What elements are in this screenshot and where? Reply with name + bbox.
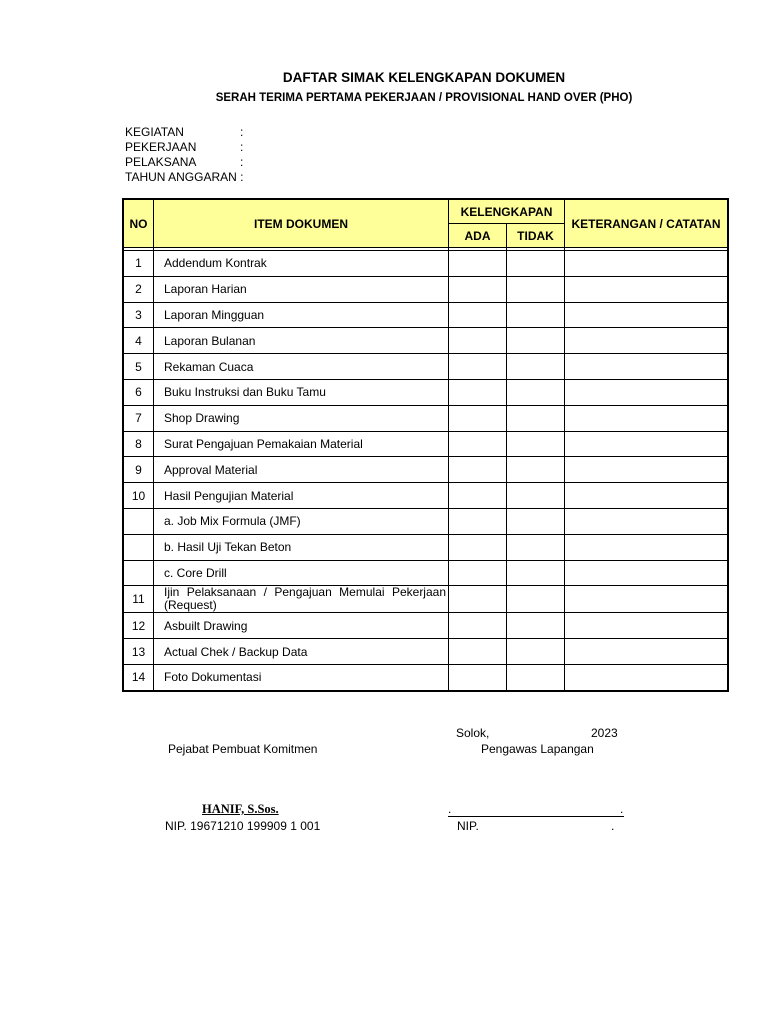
table-row [124,354,728,380]
row-tidak-cell [507,613,565,639]
header-tidak: TIDAK [507,224,565,248]
table-row [124,457,728,483]
row-ada-cell [449,508,507,534]
table-row [124,613,728,639]
meta-label: TAHUN ANGGARAN [125,170,237,184]
row-item: Laporan Bulanan [154,328,449,354]
left-signatory-nip: NIP. 19671210 199909 1 001 [165,819,321,833]
row-item: Laporan Mingguan [154,302,449,328]
row-item: Hasil Pengujian Material [154,483,449,509]
meta-sep: : [240,170,244,184]
row-no: 3 [124,302,154,328]
row-tidak-cell [507,639,565,665]
table-row [124,508,728,534]
table-row [124,251,728,277]
row-keterangan-cell [565,354,728,380]
row-keterangan-cell [565,379,728,405]
table-row [124,483,728,509]
row-tidak-cell [507,302,565,328]
row-item: Shop Drawing [154,405,449,431]
right-signature-line [448,816,624,817]
row-item: Addendum Kontrak [154,251,449,277]
row-keterangan-cell [565,251,728,277]
row-keterangan-cell [565,328,728,354]
row-item: Rekaman Cuaca [154,354,449,380]
row-keterangan-cell [565,664,728,690]
row-no: 6 [124,379,154,405]
row-ada-cell [449,251,507,277]
meta-sep: : [240,140,244,154]
table-row [124,405,728,431]
document-subtitle: SERAH TERIMA PERTAMA PEKERJAAN / PROVISIONAL HAND OVER (PHO) [215,92,633,104]
row-no: 4 [124,328,154,354]
row-keterangan-cell [565,302,728,328]
row-no: 7 [124,405,154,431]
row-tidak-cell [507,586,565,613]
meta-pelaksana [125,155,243,170]
row-no: 10 [124,483,154,509]
row-item: Laporan Harian [154,276,449,302]
row-tidak-cell [507,328,565,354]
row-tidak-cell [507,379,565,405]
row-tidak-cell [507,276,565,302]
row-tidak-cell [507,431,565,457]
header-no: NO [124,200,154,248]
row-no [124,560,154,586]
row-no [124,534,154,560]
row-item: Surat Pengajuan Pemakaian Material [154,431,449,457]
row-item: a. Job Mix Formula (JMF) [154,508,449,534]
row-keterangan-cell [565,639,728,665]
left-signatory-name: HANIF, S.Sos. [202,802,279,816]
row-keterangan-cell [565,405,728,431]
row-ada-cell [449,483,507,509]
document-title: DAFTAR SIMAK KELENGKAPAN DOKUMEN [282,70,566,85]
row-ada-cell [449,276,507,302]
row-no: 13 [124,639,154,665]
table-row [124,586,728,613]
row-tidak-cell [507,251,565,277]
row-ada-cell [449,639,507,665]
row-keterangan-cell [565,276,728,302]
row-ada-cell [449,379,507,405]
row-keterangan-cell [565,586,728,613]
row-item: Buku Instruksi dan Buku Tamu [154,379,449,405]
row-no: 14 [124,664,154,690]
row-no: 2 [124,276,154,302]
table-row [124,639,728,665]
row-item: Asbuilt Drawing [154,613,449,639]
header-kelengkapan: KELENGKAPAN [449,200,565,224]
right-nip-dot: . [611,819,615,833]
row-no: 8 [124,431,154,457]
checklist-table [123,199,728,691]
right-name-dot-left: . [448,802,452,816]
meta-label: PEKERJAAN [125,140,197,154]
row-tidak-cell [507,457,565,483]
row-tidak-cell [507,664,565,690]
right-signatory-role: Pengawas Lapangan [481,742,594,756]
row-tidak-cell [507,354,565,380]
row-keterangan-cell [565,483,728,509]
signature-year: 2023 [591,726,618,740]
table-row [124,276,728,302]
row-no: 11 [124,586,154,613]
table-row [124,560,728,586]
table-row [124,534,728,560]
meta-label: PELAKSANA [125,155,197,169]
table-row [124,431,728,457]
row-ada-cell [449,560,507,586]
row-tidak-cell [507,483,565,509]
table-row [124,328,728,354]
meta-label: KEGIATAN [125,125,184,139]
row-item: b. Hasil Uji Tekan Beton [154,534,449,560]
row-ada-cell [449,302,507,328]
row-tidak-cell [507,405,565,431]
row-no: 5 [124,354,154,380]
meta-block [125,125,243,185]
row-keterangan-cell [565,560,728,586]
right-name-dot-right: . [620,802,624,816]
meta-tahun-anggaran [125,170,243,185]
row-ada-cell [449,664,507,690]
row-keterangan-cell [565,457,728,483]
row-keterangan-cell [565,613,728,639]
row-ada-cell [449,328,507,354]
row-item: Approval Material [154,457,449,483]
row-no: 1 [124,251,154,277]
header-keterangan: KETERANGAN / CATATAN [565,200,728,248]
table-row [124,379,728,405]
row-no [124,508,154,534]
row-tidak-cell [507,508,565,534]
row-ada-cell [449,405,507,431]
header-item-dokumen: ITEM DOKUMEN [154,200,449,248]
meta-sep: : [240,125,244,139]
row-ada-cell [449,586,507,613]
right-signatory-nip: NIP. [457,819,479,833]
row-no: 12 [124,613,154,639]
meta-pekerjaan [125,140,243,155]
row-item: Actual Chek / Backup Data [154,639,449,665]
row-item: c. Core Drill [154,560,449,586]
row-keterangan-cell [565,431,728,457]
row-tidak-cell [507,534,565,560]
row-item: Ijin Pelaksanaan / Pengajuan Memulai Pekerjaan (Request) [154,586,449,613]
header-ada: ADA [449,224,507,248]
meta-kegiatan [125,125,243,140]
table-row [124,302,728,328]
meta-sep: : [240,155,244,169]
row-tidak-cell [507,560,565,586]
row-keterangan-cell [565,508,728,534]
left-signatory-role: Pejabat Pembuat Komitmen [168,742,318,756]
signature-place: Solok, [456,726,490,740]
row-ada-cell [449,534,507,560]
row-ada-cell [449,457,507,483]
row-ada-cell [449,354,507,380]
row-ada-cell [449,613,507,639]
row-keterangan-cell [565,534,728,560]
table-row [124,664,728,690]
row-item: Foto Dokumentasi [154,664,449,690]
row-ada-cell [449,431,507,457]
row-no: 9 [124,457,154,483]
